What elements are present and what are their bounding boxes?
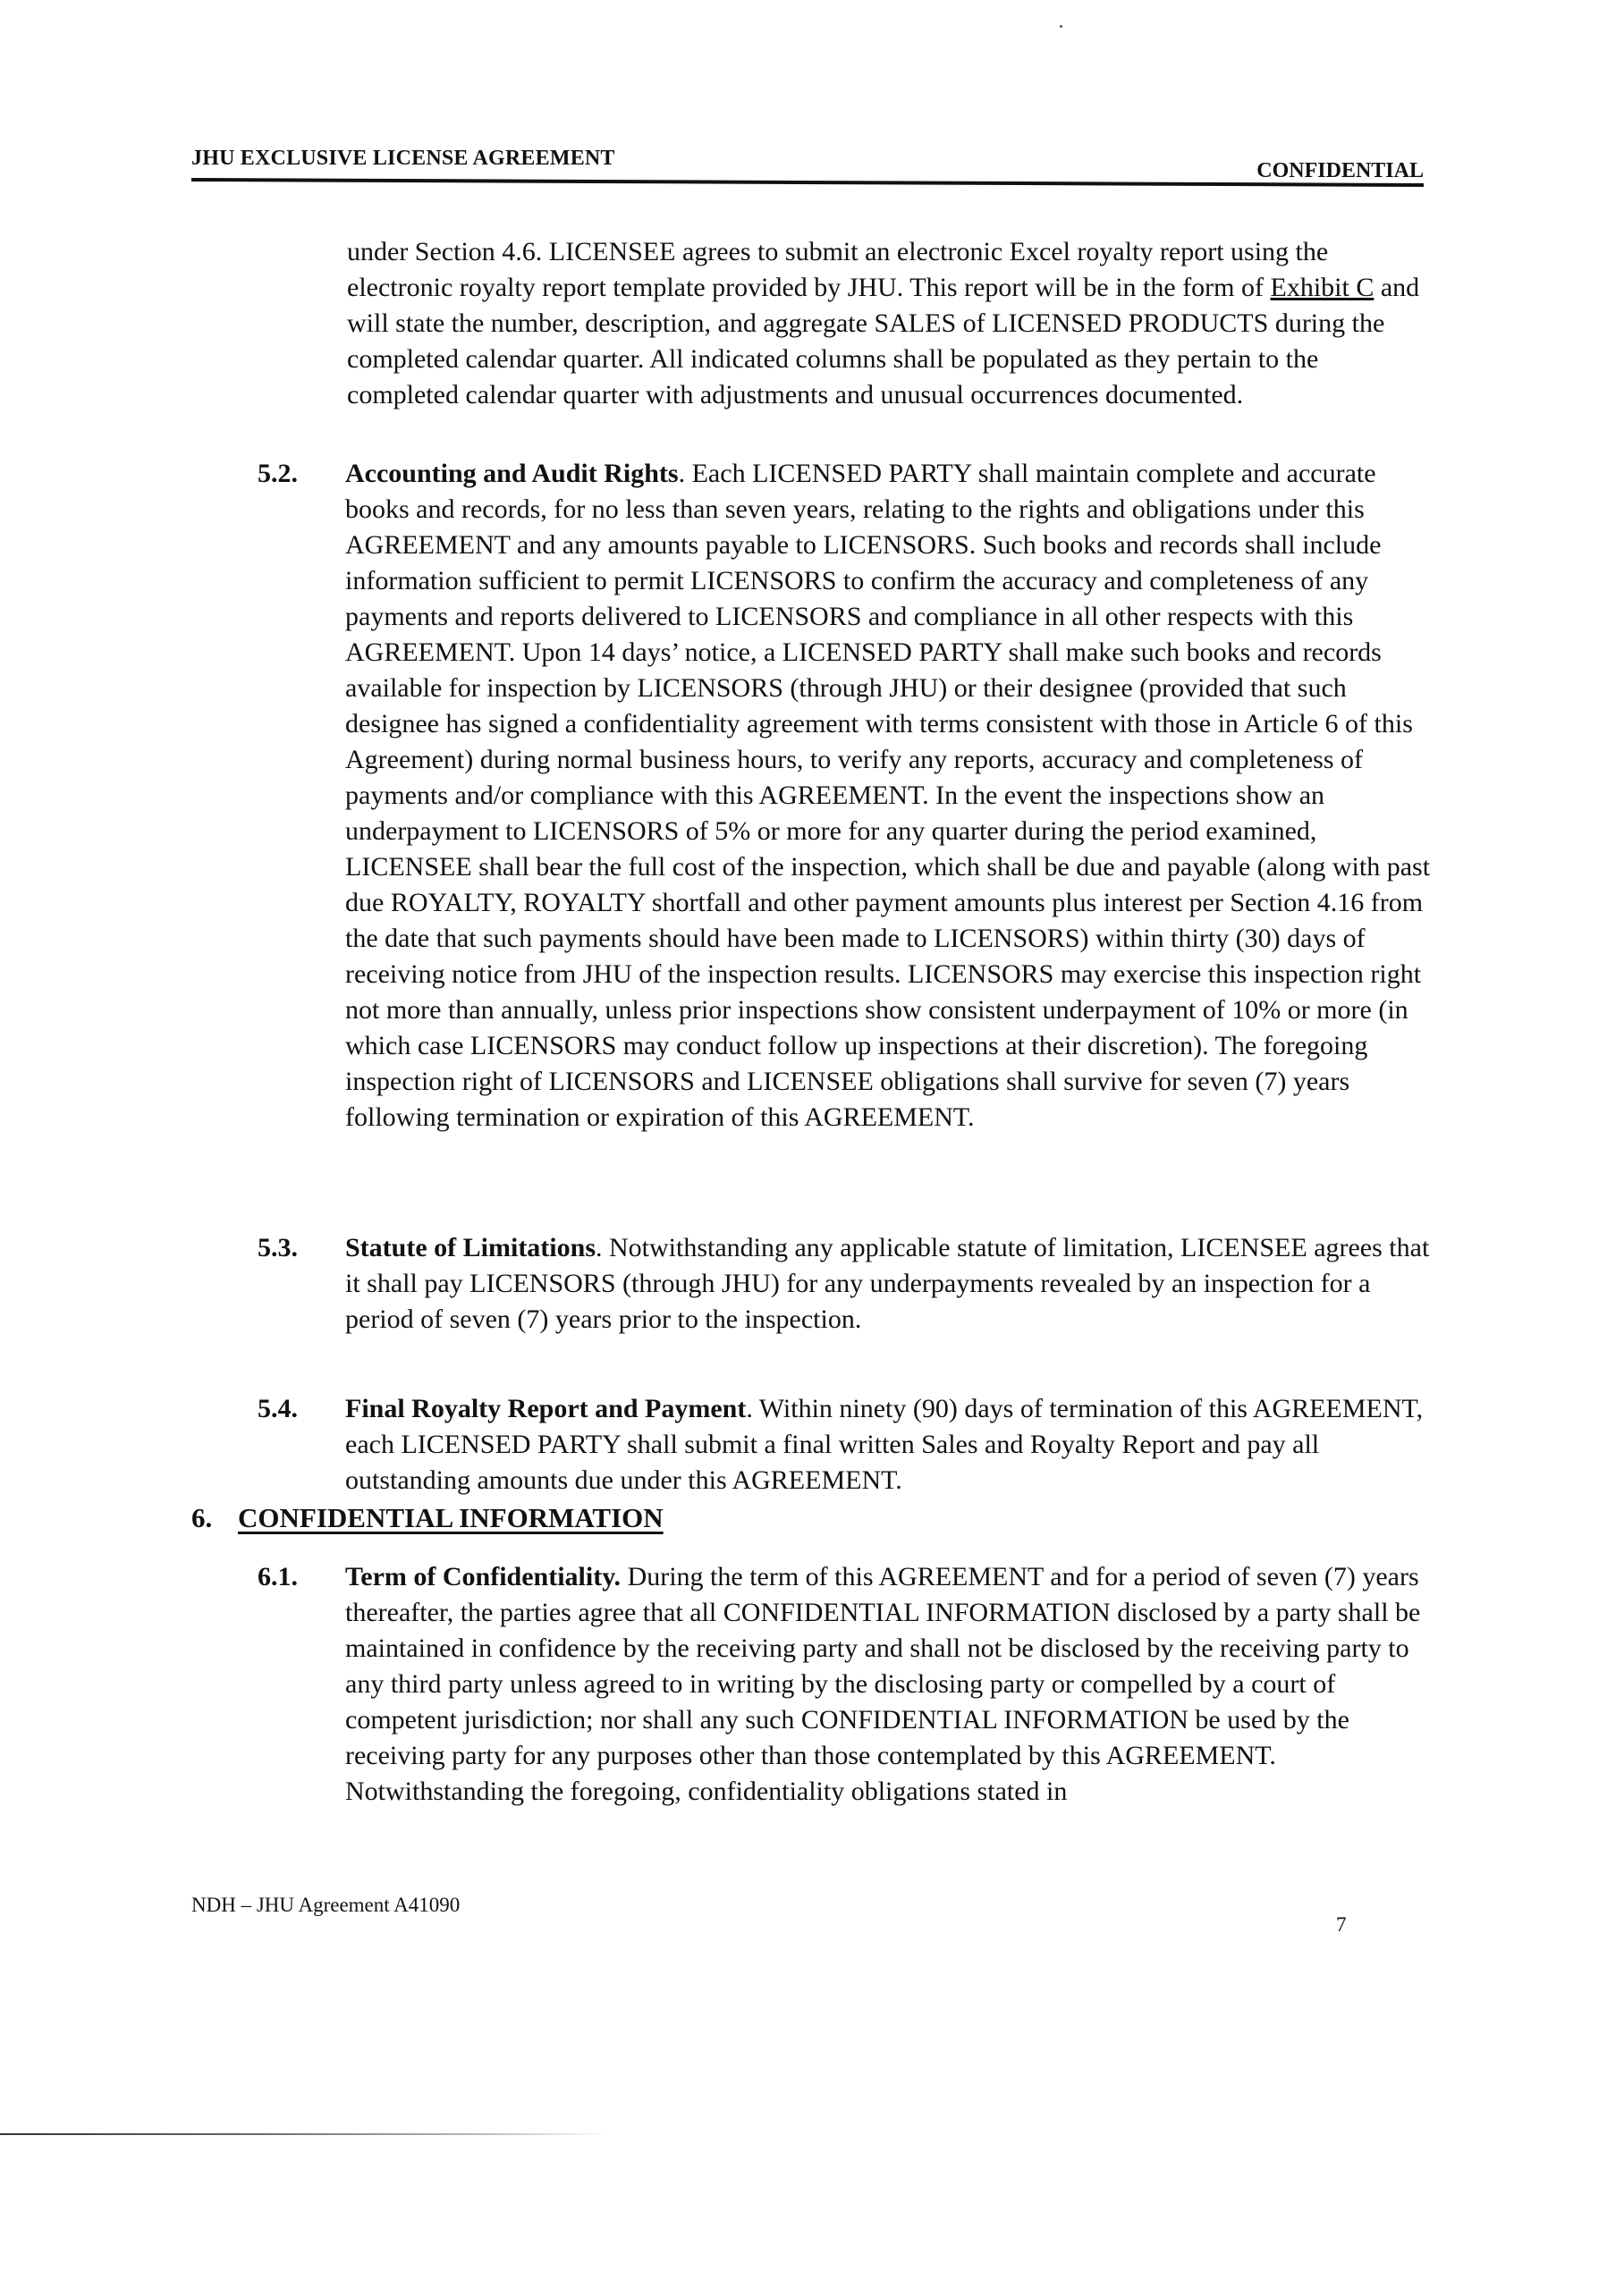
article-title: CONFIDENTIAL INFORMATION: [238, 1502, 664, 1533]
section-text: During the term of this AGREEMENT and for a period of seven (7) years thereafter, the parties agree that all CONFIDENTIAL INFORMATION disclosed by a party shall be maintained in confidence by the receiving party and shall not be disclosed by the receiving party to any third party unless agreed to in writing by the disclosing party or compelled by a court of competent jurisdiction; nor shall any such CONFIDENTIAL INFORMATION be used by the receiving party for any purposes other than those contemplated by this AGREEMENT. Notwithstanding the foregoing, confidentiality obligations stated in: [345, 1562, 1421, 1806]
scan-speck: [1060, 25, 1062, 28]
section-number: 5.4.: [258, 1394, 298, 1423]
article-6-heading: [191, 1502, 664, 1534]
exhibit-c-reference: Exhibit C: [1270, 273, 1374, 302]
section-title: Final Royalty Report and Payment: [345, 1394, 747, 1423]
section-number: 5.2.: [258, 459, 298, 488]
section-number: 6.1.: [258, 1562, 298, 1591]
article-number: 6.: [191, 1502, 213, 1533]
section-text: . Within ninety (90) days of termination of this AGREEMENT, each LICENSED PARTY shall submit a final written Sales and Royalty Report and pay all outstanding amounts due under this AGREEMENT.: [345, 1394, 1424, 1495]
scan-artifact-line: [0, 2133, 608, 2135]
section-title: Accounting and Audit Rights: [345, 459, 679, 488]
continuation-paragraph: under Section 4.6. LICENSEE agrees to submit an electronic Excel royalty report using the electronic royalty report template provided by JHU. This report will be in the form of Exhibit C and will state the number, description, and aggregate SALES of LICENSED PRODUCTS during the completed calendar quarter. All indicated columns shall be populated as they pertain to the completed calendar quarter with adjustments and unusual occurrences documented.: [347, 237, 1420, 409]
section-number: 5.3.: [258, 1233, 298, 1262]
section-text: . Notwithstanding any applicable statute of limitation, LICENSEE agrees that it shall pay LICENSORS (through JHU) for any underpayments revealed by an inspection for a period of seven (7) years prior to the inspection.: [345, 1233, 1430, 1334]
page-header: [191, 143, 1424, 182]
header-confidential-label: CONFIDENTIAL: [1256, 159, 1424, 182]
section-text: . Each LICENSED PARTY shall maintain complete and accurate books and records, for no less than seven years, relating to the rights and obligations under this AGREEMENT and any amounts payable to LICENSORS. Such books and records shall include information sufficient to permit LICENSORS to confirm the accuracy and completeness of any payments and reports delivered to LICENSORS and compliance in all other respects with this AGREEMENT. Upon 14 days’ notice, a LICENSED PARTY shall make such books and records available for inspection by LICENSORS (through JHU) or their designee (provided that such designee has signed a confidentiality agreement with terms consistent with those in Article 6 of this Agreement) during normal business hours, to verify any reports, accuracy and completeness of payments and/or compliance with this AGREEMENT. In the event the inspections show an underpayment to LICENSORS of 5% or more for any quarter during the period examined, LICENSEE shall bear the full cost of the inspection, which shall be due and payable (along with past due ROYALTY, ROYALTY shortfall and other payment amounts plus interest per Section 4.16 from the date that such payments should have been made to LICENSORS) within thirty (30) days of receiving notice from JHU of the inspection results. LICENSORS may exercise this inspection right not more than annually, unless prior inspections show consistent underpayment of 10% or more (in which case LICENSORS may conduct follow up inspections at their discretion). The foregoing inspection right of LICENSORS and LICENSEE obligations shall survive for seven (7) years following termination or expiration of this AGREEMENT.: [345, 459, 1431, 1132]
header-title: JHU EXCLUSIVE LICENSE AGREEMENT: [191, 147, 615, 170]
section-title: Term of Confidentiality.: [345, 1562, 622, 1591]
section-title: Statute of Limitations: [345, 1233, 596, 1262]
page-number: 7: [1336, 1913, 1347, 1936]
footer-agreement-id: NDH – JHU Agreement A41090: [191, 1894, 461, 1916]
